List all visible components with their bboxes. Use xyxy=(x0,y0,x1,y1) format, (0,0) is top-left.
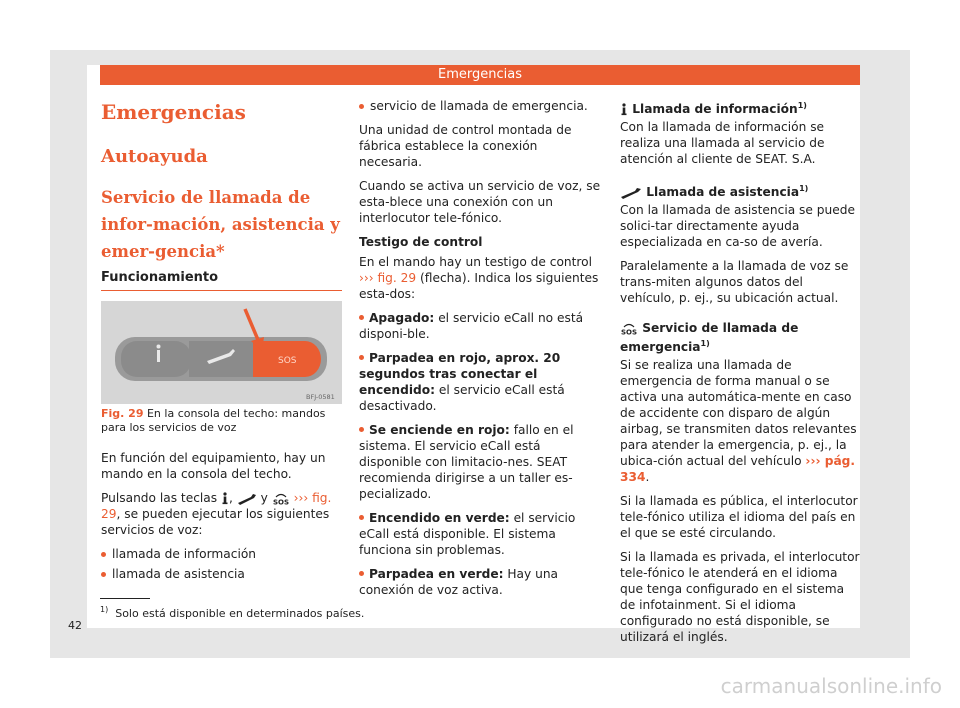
figure-reference[interactable]: ››› fig. 29 xyxy=(101,491,332,521)
paragraph: Si la llamada es pública, el interlocutor tele-fónico utiliza el idioma del país en el que se esté circulando. xyxy=(620,494,858,540)
footnote: $^{1)}$ Solo está disponible en determinados países. xyxy=(100,605,365,620)
paragraph: Cuando se activa un servicio de voz, se esta-blece una conexión con un interlocutor tele-fónico. xyxy=(359,179,601,225)
emergency-call-heading: SOS Servicio de llamada de emergencia$^{1)}$ xyxy=(620,321,799,354)
column-1-body xyxy=(101,450,342,586)
paragraph: Si se realiza una llamada de emergencia de forma manual o se activa una automática-mente en caso de accidente con disparo de algún airbag, se transmiten datos relevantes para atender la emergencia, p. ej., la ubica-ción actual del vehículo ››› pág. 334. xyxy=(620,358,857,484)
footnote-divider xyxy=(100,598,150,599)
bullet-dot xyxy=(359,315,364,320)
figure-code: BFJ-0581 xyxy=(306,393,335,401)
info-icon xyxy=(620,103,628,116)
list-item: servicio de llamada de emergencia. xyxy=(359,98,602,114)
paragraph: En función del equipamiento, hay un mando en la consola del techo. xyxy=(101,451,326,481)
info-icon xyxy=(221,492,229,505)
assist-call-heading: Llamada de asistencia$^{1)}$ xyxy=(620,181,860,200)
chapter-banner: Emergencias xyxy=(100,65,860,85)
list-item: llamada de asistencia xyxy=(101,566,342,582)
info-call-heading: Llamada de información$^{1)}$ xyxy=(620,98,860,117)
bullet-dot xyxy=(359,355,364,360)
figure-caption-text: En la consola del techo: mandos para los servicios de voz xyxy=(101,407,326,434)
testigo-heading: Testigo de control xyxy=(359,235,483,249)
bullet-dot xyxy=(359,515,364,520)
bullet-dot xyxy=(359,571,364,576)
paragraph: Con la llamada de información se realiza una llamada al servicio de atención al cliente de SEAT. S.A. xyxy=(620,120,825,166)
list-item: llamada de información xyxy=(101,546,342,562)
paragraph: Paralelamente a la llamada de voz se trans-miten algunos datos del vehículo, p. ej., su ubicación actual. xyxy=(620,259,849,305)
figure-caption-label: Fig. 29 xyxy=(101,407,144,420)
status-item: Parpadea en verde: Hay una conexión de voz activa. xyxy=(359,567,559,597)
status-item: Encendido en verde: el servicio eCall está disponible. El sistema funciona sin problemas. xyxy=(359,511,576,557)
paragraph: Una unidad de control montada de fábrica establece la conexión necesaria. xyxy=(359,123,572,169)
watermark: carmanualsonline.info xyxy=(720,674,942,698)
roof-console-illustration xyxy=(101,301,342,404)
testigo-paragraph: En el mando hay un testigo de control ››› fig. 29 (flecha). Indica los siguientes esta-dos: xyxy=(359,255,599,301)
wrench-icon xyxy=(237,493,257,505)
page-number: 42 xyxy=(68,619,82,632)
subtopic-title: Funcionamiento xyxy=(101,270,219,285)
figure-caption xyxy=(101,407,342,435)
sos-key-label: SOS xyxy=(278,356,297,366)
column-3-body xyxy=(620,98,860,653)
column-2-body xyxy=(359,98,602,606)
figure-reference[interactable]: ››› fig. 29 xyxy=(359,271,417,285)
bullet-dot xyxy=(359,427,364,432)
sos-icon xyxy=(272,493,290,505)
figure-roof-console xyxy=(101,301,342,404)
status-item: Parpadea en rojo, aprox. 20 segundos tras conectar el encendido: el servicio eCall está desactivado. xyxy=(359,351,565,413)
wrench-icon xyxy=(620,187,642,199)
svg-text:SOS: SOS xyxy=(272,498,289,505)
sos-icon xyxy=(620,322,638,335)
paragraph: Si la llamada es privada, el interlocutor tele-fónico le atenderá en el idioma que tenga configurado en el sistema de infotainment. Si el idioma configurado no está disponible, se utilizará el inglés. xyxy=(620,550,860,644)
subtopic-divider xyxy=(101,290,342,291)
status-item: Apagado: el servicio eCall no está disponi-ble. xyxy=(359,311,584,341)
svg-text:SOS: SOS xyxy=(621,328,638,335)
paragraph-keys: Pulsando las teclas , y SOS ››› fig. 29, se pueden ejecutar los siguientes servicios de voz: xyxy=(101,491,332,537)
status-item: Se enciende en rojo: fallo en el sistema. El servicio eCall está disponible con limitacio-nes. SEAT recomienda dirigirse a un taller es-pecializado. xyxy=(359,423,574,501)
page-reference[interactable]: ››› pág. 334 xyxy=(620,454,856,484)
subsection-title: Autoayuda xyxy=(101,146,208,167)
topic-title: Servicio de llamada de infor-mación, asistencia y emer-gencia* xyxy=(101,188,340,261)
paragraph: Con la llamada de asistencia se puede solici-tar directamente ayuda especializada en ca-so de avería. xyxy=(620,203,855,249)
section-title: Emergencias xyxy=(101,100,246,124)
